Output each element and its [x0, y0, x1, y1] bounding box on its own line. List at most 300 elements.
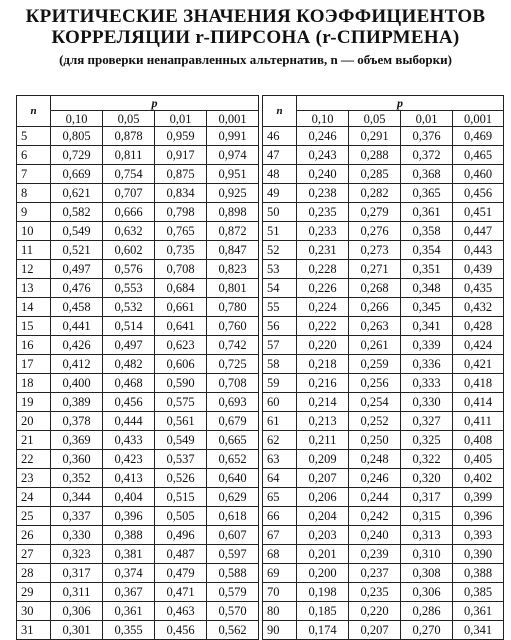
sample-size-cell: 7: [17, 165, 51, 184]
critical-value-cell: 0,361: [103, 602, 155, 621]
critical-value-cell: 0,729: [51, 146, 103, 165]
critical-value-cell: 0,665: [207, 431, 259, 450]
critical-value-cell: 0,310: [401, 545, 453, 564]
critical-value-cell: 0,606: [155, 355, 207, 374]
critical-value-cell: 0,423: [103, 450, 155, 469]
table-row: [17, 488, 504, 507]
critical-value-cell: 0,878: [103, 127, 155, 146]
critical-value-cell: 0,351: [401, 260, 453, 279]
critical-value-cell: 0,306: [51, 602, 103, 621]
critical-value-cell: 0,378: [51, 412, 103, 431]
table-row: [17, 507, 504, 526]
critical-value-cell: 0,725: [207, 355, 259, 374]
sample-size-cell: 80: [263, 602, 297, 621]
critical-value-cell: 0,206: [297, 488, 349, 507]
critical-value-cell: 0,451: [453, 203, 504, 222]
critical-value-cell: 0,629: [207, 488, 259, 507]
critical-value-cell: 0,330: [401, 393, 453, 412]
critical-value-cell: 0,588: [207, 564, 259, 583]
table-row: [17, 298, 504, 317]
critical-value-cell: 0,207: [349, 621, 401, 640]
sample-size-cell: 50: [263, 203, 297, 222]
critical-value-cell: 0,203: [297, 526, 349, 545]
sample-size-cell: 11: [17, 241, 51, 260]
table-row: [17, 279, 504, 298]
critical-value-cell: 0,361: [453, 602, 504, 621]
critical-value-cell: 0,239: [349, 545, 401, 564]
critical-value-cell: 0,479: [155, 564, 207, 583]
critical-value-cell: 0,521: [51, 241, 103, 260]
table-row: [17, 355, 504, 374]
critical-value-cell: 0,174: [297, 621, 349, 640]
sample-size-cell: 49: [263, 184, 297, 203]
critical-value-cell: 0,369: [51, 431, 103, 450]
critical-value-cell: 0,532: [103, 298, 155, 317]
critical-value-cell: 0,597: [207, 545, 259, 564]
critical-value-cell: 0,576: [103, 260, 155, 279]
critical-value-cell: 0,399: [453, 488, 504, 507]
sample-size-cell: 22: [17, 450, 51, 469]
title-line-1: КРИТИЧЕСКИЕ ЗНАЧЕНИЯ КОЭФФИЦИЕНТОВ: [25, 6, 486, 27]
sample-size-cell: 53: [263, 260, 297, 279]
sample-size-cell: 23: [17, 469, 51, 488]
critical-value-cell: 0,801: [207, 279, 259, 298]
critical-value-cell: 0,360: [51, 450, 103, 469]
critical-value-cell: 0,823: [207, 260, 259, 279]
critical-value-cell: 0,621: [51, 184, 103, 203]
critical-value-cell: 0,352: [51, 469, 103, 488]
critical-value-cell: 0,306: [401, 583, 453, 602]
critical-value-cell: 0,991: [207, 127, 259, 146]
critical-value-cell: 0,684: [155, 279, 207, 298]
critical-value-cell: 0,754: [103, 165, 155, 184]
critical-value-cell: 0,240: [349, 526, 401, 545]
critical-value-cell: 0,444: [103, 412, 155, 431]
critical-value-cell: 0,211: [297, 431, 349, 450]
critical-value-cell: 0,553: [103, 279, 155, 298]
sample-size-cell: 8: [17, 184, 51, 203]
critical-value-cell: 0,623: [155, 336, 207, 355]
critical-value-cell: 0,632: [103, 222, 155, 241]
sample-size-cell: 30: [17, 602, 51, 621]
critical-value-cell: 0,201: [297, 545, 349, 564]
critical-value-cell: 0,708: [207, 374, 259, 393]
critical-value-cell: 0,468: [103, 374, 155, 393]
critical-values-table: [16, 95, 504, 640]
critical-value-cell: 0,640: [207, 469, 259, 488]
critical-value-cell: 0,575: [155, 393, 207, 412]
critical-value-cell: 0,456: [103, 393, 155, 412]
critical-value-cell: 0,325: [401, 431, 453, 450]
critical-value-cell: 0,207: [297, 469, 349, 488]
level-header: 0,001: [207, 111, 259, 127]
table-row: [17, 431, 504, 450]
critical-value-cell: 0,235: [297, 203, 349, 222]
table-row: [17, 336, 504, 355]
sample-size-cell: 52: [263, 241, 297, 260]
critical-value-cell: 0,374: [103, 564, 155, 583]
critical-value-cell: 0,263: [349, 317, 401, 336]
critical-value-cell: 0,286: [401, 602, 453, 621]
critical-value-cell: 0,341: [453, 621, 504, 640]
critical-value-cell: 0,233: [297, 222, 349, 241]
critical-value-cell: 0,435: [453, 279, 504, 298]
critical-value-cell: 0,469: [453, 127, 504, 146]
critical-value-cell: 0,270: [401, 621, 453, 640]
page-title: [0, 0, 511, 48]
critical-value-cell: 0,238: [297, 184, 349, 203]
table-row: [17, 127, 504, 146]
critical-value-cell: 0,345: [401, 298, 453, 317]
sample-size-cell: 58: [263, 355, 297, 374]
sample-size-cell: 29: [17, 583, 51, 602]
critical-value-cell: 0,497: [103, 336, 155, 355]
table-row: [17, 602, 504, 621]
sample-size-cell: 55: [263, 298, 297, 317]
critical-value-cell: 0,414: [453, 393, 504, 412]
critical-value-cell: 0,400: [51, 374, 103, 393]
table-row: [17, 184, 504, 203]
critical-value-cell: 0,214: [297, 393, 349, 412]
critical-value-cell: 0,765: [155, 222, 207, 241]
table-row: [17, 545, 504, 564]
critical-value-cell: 0,679: [207, 412, 259, 431]
critical-value-cell: 0,412: [51, 355, 103, 374]
critical-value-cell: 0,661: [155, 298, 207, 317]
sample-size-cell: 62: [263, 431, 297, 450]
critical-value-cell: 0,590: [155, 374, 207, 393]
critical-value-cell: 0,476: [51, 279, 103, 298]
critical-value-cell: 0,405: [453, 450, 504, 469]
critical-value-cell: 0,402: [453, 469, 504, 488]
critical-value-cell: 0,330: [51, 526, 103, 545]
critical-value-cell: 0,368: [401, 165, 453, 184]
critical-value-cell: 0,602: [103, 241, 155, 260]
critical-value-cell: 0,327: [401, 412, 453, 431]
critical-value-cell: 0,250: [349, 431, 401, 450]
critical-value-cell: 0,875: [155, 165, 207, 184]
critical-value-cell: 0,433: [103, 431, 155, 450]
critical-value-cell: 0,301: [51, 621, 103, 640]
table-body: [17, 127, 504, 640]
level-header: 0,05: [103, 111, 155, 127]
table-row: [17, 621, 504, 640]
critical-value-cell: 0,198: [297, 583, 349, 602]
critical-value-cell: 0,463: [155, 602, 207, 621]
critical-value-cell: 0,218: [297, 355, 349, 374]
sample-size-cell: 26: [17, 526, 51, 545]
critical-value-cell: 0,209: [297, 450, 349, 469]
sample-size-cell: 24: [17, 488, 51, 507]
sample-size-cell: 14: [17, 298, 51, 317]
sample-size-cell: 28: [17, 564, 51, 583]
critical-value-cell: 0,418: [453, 374, 504, 393]
critical-value-cell: 0,243: [297, 146, 349, 165]
critical-value-cell: 0,735: [155, 241, 207, 260]
critical-value-cell: 0,432: [453, 298, 504, 317]
sample-size-cell: 6: [17, 146, 51, 165]
critical-value-cell: 0,396: [103, 507, 155, 526]
sample-size-cell: 54: [263, 279, 297, 298]
critical-value-cell: 0,268: [349, 279, 401, 298]
critical-value-cell: 0,288: [349, 146, 401, 165]
critical-value-cell: 0,358: [401, 222, 453, 241]
critical-value-cell: 0,505: [155, 507, 207, 526]
table-row: [17, 241, 504, 260]
critical-value-cell: 0,320: [401, 469, 453, 488]
critical-value-cell: 0,497: [51, 260, 103, 279]
critical-value-cell: 0,424: [453, 336, 504, 355]
critical-value-cell: 0,421: [453, 355, 504, 374]
critical-value-cell: 0,337: [51, 507, 103, 526]
critical-value-cell: 0,707: [103, 184, 155, 203]
sample-size-cell: 15: [17, 317, 51, 336]
p-header-right: p: [297, 96, 504, 111]
critical-value-cell: 0,561: [155, 412, 207, 431]
critical-value-cell: 0,339: [401, 336, 453, 355]
critical-value-cell: 0,254: [349, 393, 401, 412]
critical-value-cell: 0,228: [297, 260, 349, 279]
table-row: [17, 450, 504, 469]
critical-value-cell: 0,185: [297, 602, 349, 621]
critical-value-cell: 0,372: [401, 146, 453, 165]
critical-value-cell: 0,261: [349, 336, 401, 355]
critical-value-cell: 0,355: [103, 621, 155, 640]
critical-value-cell: 0,240: [297, 165, 349, 184]
critical-value-cell: 0,456: [453, 184, 504, 203]
critical-value-cell: 0,974: [207, 146, 259, 165]
sample-size-cell: 63: [263, 450, 297, 469]
table-row: [17, 393, 504, 412]
table-row: [17, 146, 504, 165]
critical-value-cell: 0,322: [401, 450, 453, 469]
critical-value-cell: 0,458: [51, 298, 103, 317]
critical-value-cell: 0,847: [207, 241, 259, 260]
critical-value-cell: 0,526: [155, 469, 207, 488]
critical-value-cell: 0,482: [103, 355, 155, 374]
critical-value-cell: 0,220: [297, 336, 349, 355]
critical-value-cell: 0,404: [103, 488, 155, 507]
critical-value-cell: 0,925: [207, 184, 259, 203]
table-row: [17, 165, 504, 184]
sample-size-cell: 48: [263, 165, 297, 184]
critical-value-cell: 0,354: [401, 241, 453, 260]
sample-size-cell: 25: [17, 507, 51, 526]
critical-value-cell: 0,582: [51, 203, 103, 222]
critical-value-cell: 0,460: [453, 165, 504, 184]
critical-value-cell: 0,311: [51, 583, 103, 602]
critical-value-cell: 0,439: [453, 260, 504, 279]
critical-value-cell: 0,224: [297, 298, 349, 317]
table-row: [17, 374, 504, 393]
sample-size-cell: 56: [263, 317, 297, 336]
critical-value-cell: 0,411: [453, 412, 504, 431]
sample-size-cell: 59: [263, 374, 297, 393]
table-row: [17, 222, 504, 241]
sample-size-cell: 31: [17, 621, 51, 640]
critical-value-cell: 0,898: [207, 203, 259, 222]
title-line-2: КОРРЕЛЯЦИИ r-ПИРСОНА (r-СПИРМЕНА): [51, 27, 460, 48]
table-row: [17, 412, 504, 431]
sample-size-cell: 90: [263, 621, 297, 640]
table-row: [17, 260, 504, 279]
critical-value-cell: 0,248: [349, 450, 401, 469]
critical-value-cell: 0,348: [401, 279, 453, 298]
sample-size-cell: 68: [263, 545, 297, 564]
table-row: [17, 203, 504, 222]
critical-value-cell: 0,323: [51, 545, 103, 564]
critical-value-cell: 0,951: [207, 165, 259, 184]
critical-value-cell: 0,336: [401, 355, 453, 374]
critical-value-cell: 0,235: [349, 583, 401, 602]
critical-value-cell: 0,780: [207, 298, 259, 317]
critical-value-cell: 0,515: [155, 488, 207, 507]
critical-value-cell: 0,273: [349, 241, 401, 260]
critical-value-cell: 0,834: [155, 184, 207, 203]
critical-value-cell: 0,652: [207, 450, 259, 469]
critical-value-cell: 0,308: [401, 564, 453, 583]
critical-value-cell: 0,246: [349, 469, 401, 488]
n-column-header-right: n: [263, 96, 297, 127]
critical-value-cell: 0,669: [51, 165, 103, 184]
sample-size-cell: 27: [17, 545, 51, 564]
sample-size-cell: 57: [263, 336, 297, 355]
critical-value-cell: 0,693: [207, 393, 259, 412]
sample-size-cell: 51: [263, 222, 297, 241]
critical-value-cell: 0,805: [51, 127, 103, 146]
critical-value-cell: 0,266: [349, 298, 401, 317]
critical-value-cell: 0,390: [453, 545, 504, 564]
critical-value-cell: 0,317: [51, 564, 103, 583]
critical-value-cell: 0,204: [297, 507, 349, 526]
critical-value-cell: 0,471: [155, 583, 207, 602]
sample-size-cell: 5: [17, 127, 51, 146]
table-header: [17, 96, 504, 127]
critical-value-cell: 0,282: [349, 184, 401, 203]
sample-size-cell: 13: [17, 279, 51, 298]
critical-value-cell: 0,226: [297, 279, 349, 298]
critical-value-cell: 0,259: [349, 355, 401, 374]
critical-value-cell: 0,441: [51, 317, 103, 336]
sample-size-cell: 9: [17, 203, 51, 222]
sample-size-cell: 20: [17, 412, 51, 431]
critical-value-cell: 0,514: [103, 317, 155, 336]
critical-value-cell: 0,811: [103, 146, 155, 165]
critical-value-cell: 0,376: [401, 127, 453, 146]
critical-value-cell: 0,389: [51, 393, 103, 412]
critical-value-cell: 0,315: [401, 507, 453, 526]
critical-value-cell: 0,413: [103, 469, 155, 488]
page-subtitle: (для проверки ненаправленных альтернатив, n — объем выборки): [59, 52, 452, 67]
critical-value-cell: 0,344: [51, 488, 103, 507]
critical-value-cell: 0,244: [349, 488, 401, 507]
critical-value-cell: 0,381: [103, 545, 155, 564]
critical-value-cell: 0,465: [453, 146, 504, 165]
critical-value-cell: 0,428: [453, 317, 504, 336]
critical-value-cell: 0,708: [155, 260, 207, 279]
sample-size-cell: 67: [263, 526, 297, 545]
critical-value-cell: 0,388: [453, 564, 504, 583]
p-header-left: p: [51, 96, 259, 111]
sample-size-cell: 21: [17, 431, 51, 450]
critical-value-cell: 0,549: [155, 431, 207, 450]
critical-value-cell: 0,456: [155, 621, 207, 640]
critical-value-cell: 0,276: [349, 222, 401, 241]
critical-value-cell: 0,537: [155, 450, 207, 469]
critical-value-cell: 0,285: [349, 165, 401, 184]
critical-value-cell: 0,242: [349, 507, 401, 526]
critical-value-cell: 0,361: [401, 203, 453, 222]
critical-value-cell: 0,216: [297, 374, 349, 393]
sample-size-cell: 47: [263, 146, 297, 165]
critical-value-cell: 0,872: [207, 222, 259, 241]
critical-value-cell: 0,222: [297, 317, 349, 336]
critical-value-cell: 0,443: [453, 241, 504, 260]
sample-size-cell: 65: [263, 488, 297, 507]
critical-value-cell: 0,291: [349, 127, 401, 146]
critical-value-cell: 0,426: [51, 336, 103, 355]
critical-value-cell: 0,959: [155, 127, 207, 146]
critical-value-cell: 0,487: [155, 545, 207, 564]
level-header: 0,05: [349, 111, 401, 127]
sample-size-cell: 61: [263, 412, 297, 431]
table-row: [17, 317, 504, 336]
critical-value-cell: 0,388: [103, 526, 155, 545]
critical-value-cell: 0,549: [51, 222, 103, 241]
level-header: 0,10: [51, 111, 103, 127]
critical-value-cell: 0,246: [297, 127, 349, 146]
critical-value-cell: 0,496: [155, 526, 207, 545]
critical-value-cell: 0,408: [453, 431, 504, 450]
sample-size-cell: 60: [263, 393, 297, 412]
sample-size-cell: 18: [17, 374, 51, 393]
critical-value-cell: 0,742: [207, 336, 259, 355]
critical-value-cell: 0,618: [207, 507, 259, 526]
critical-value-cell: 0,200: [297, 564, 349, 583]
critical-value-cell: 0,252: [349, 412, 401, 431]
critical-value-cell: 0,917: [155, 146, 207, 165]
level-header: 0,01: [401, 111, 453, 127]
critical-value-cell: 0,279: [349, 203, 401, 222]
critical-value-cell: 0,313: [401, 526, 453, 545]
level-header: 0,01: [155, 111, 207, 127]
critical-value-cell: 0,393: [453, 526, 504, 545]
critical-value-cell: 0,607: [207, 526, 259, 545]
critical-value-cell: 0,570: [207, 602, 259, 621]
critical-value-cell: 0,760: [207, 317, 259, 336]
critical-value-cell: 0,385: [453, 583, 504, 602]
critical-value-cell: 0,562: [207, 621, 259, 640]
level-header: 0,001: [453, 111, 504, 127]
table-row: [17, 526, 504, 545]
critical-value-cell: 0,271: [349, 260, 401, 279]
critical-value-cell: 0,237: [349, 564, 401, 583]
sample-size-cell: 70: [263, 583, 297, 602]
critical-value-cell: 0,641: [155, 317, 207, 336]
sample-size-cell: 19: [17, 393, 51, 412]
table-row: [17, 564, 504, 583]
critical-value-cell: 0,213: [297, 412, 349, 431]
critical-value-cell: 0,447: [453, 222, 504, 241]
critical-value-cell: 0,579: [207, 583, 259, 602]
critical-value-cell: 0,367: [103, 583, 155, 602]
critical-value-cell: 0,396: [453, 507, 504, 526]
critical-value-cell: 0,256: [349, 374, 401, 393]
level-header: 0,10: [297, 111, 349, 127]
critical-value-cell: 0,220: [349, 602, 401, 621]
table-row: [17, 469, 504, 488]
critical-value-cell: 0,317: [401, 488, 453, 507]
